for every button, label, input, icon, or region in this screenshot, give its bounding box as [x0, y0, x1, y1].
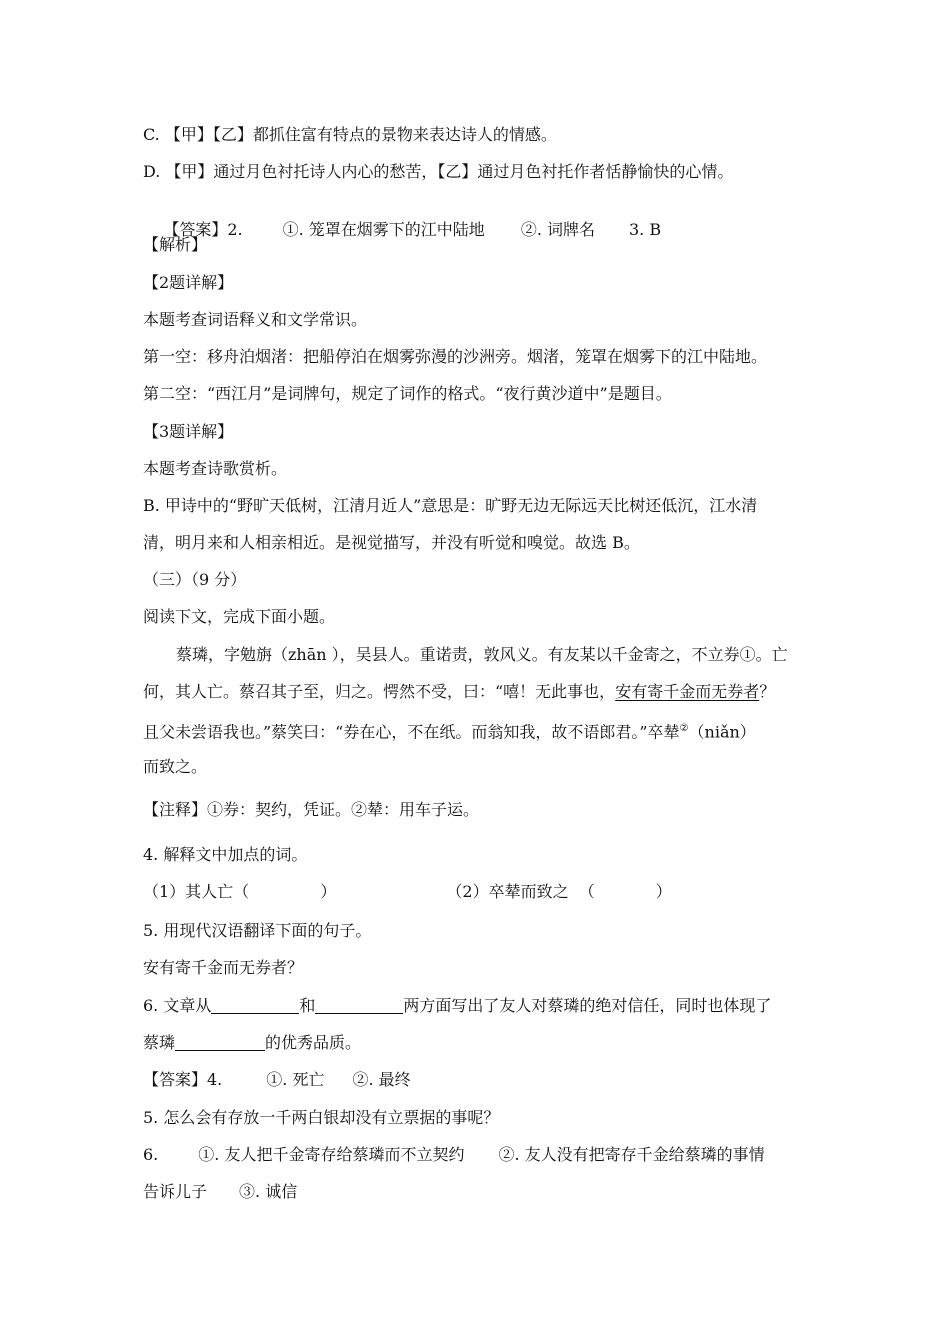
answer-item: ①. 死亡: [266, 1070, 325, 1089]
passage-line: [143, 718, 756, 743]
answer-label: 【答案】4.: [143, 1070, 223, 1089]
question-6-text: 的优秀品质。: [265, 1033, 362, 1052]
answer-item: 3. B: [629, 220, 662, 239]
q3-detail-heading: 【3题详解】: [143, 422, 234, 441]
answer-line-1: [143, 197, 661, 263]
answer-blank[interactable]: [211, 997, 299, 1014]
question-5: 5. 用现代汉语翻译下面的句子。: [143, 921, 372, 940]
passage-line: [143, 681, 775, 703]
passage-line: 而致之。: [143, 757, 208, 776]
footnote-marker: ②: [679, 723, 689, 734]
question-6: [143, 995, 771, 1017]
paragraph: 本题考查诗歌赏析。: [143, 459, 288, 478]
question-4-items: [143, 881, 672, 903]
paragraph: 本题考查词语释义和文学常识。: [143, 310, 368, 329]
section-heading: （三）（9 分）: [143, 570, 247, 589]
answer-line-2: [143, 1069, 411, 1091]
question-6-text: 6. 文章从: [143, 996, 212, 1015]
option-c: C. 【甲】【乙】都抓住富有特点的景物来表达诗人的情感。: [143, 125, 557, 144]
answer-6: [143, 1144, 765, 1166]
answer-item: ②. 友人没有把寄存千金给蔡璘的事情: [498, 1145, 765, 1164]
passage-text: （niǎn）: [688, 722, 756, 742]
answer-blank[interactable]: [175, 1034, 265, 1051]
q2-detail-heading: 【2题详解】: [143, 273, 234, 292]
question-6-text: 蔡璘: [143, 1033, 176, 1052]
answer-blank[interactable]: [315, 997, 403, 1014]
question-4: 4. 解释文中加点的词。: [143, 845, 308, 864]
answer-item: ①. 友人把千金寄存给蔡璘而不立契约: [198, 1145, 465, 1164]
paragraph: 第二空：“西江月”是词牌句，规定了词作的格式。“夜行黄沙道中”是题目。: [143, 384, 672, 403]
section-intro: 阅读下文，完成下面小题。: [143, 607, 336, 626]
answer-item: ②. 最终: [352, 1070, 411, 1089]
question-6-text: 和: [299, 996, 316, 1015]
analysis-heading: 【解析】: [143, 235, 208, 254]
answer-item: ③. 诚信: [239, 1182, 298, 1201]
answer-label: 6.: [143, 1145, 159, 1164]
question-6-cont: [143, 1032, 361, 1054]
passage-line: 蔡璘，字勉旃（zhān ），吴县人。重诺责，敦风义。有友某以千金寄之，不立券①。亡: [176, 645, 788, 664]
answer-label: 【答案】2.: [163, 220, 243, 239]
paragraph: 清，明月来和人相亲相近。是视觉描写，并没有听觉和嗅觉。故选 B。: [143, 533, 640, 552]
question-4-1: （1）其人亡（ ）: [143, 882, 337, 901]
paragraph: 第一空：移舟泊烟渚：把船停泊在烟雾弥漫的沙洲旁。烟渚，笼罩在烟雾下的江中陆地。: [143, 347, 768, 366]
answer-5: 5. 怎么会有存放一千两白银却没有立票据的事呢？: [143, 1108, 500, 1127]
passage-text: 且父未尝语我也。”蔡笑曰：“券在心，不在纸。而翁知我，故不语郎君。”卒辇: [143, 722, 680, 742]
paragraph: B. 甲诗中的“野旷天低树，江清月近人”意思是：旷野无边无际远天比树还低沉，江水清: [143, 496, 758, 515]
answer-6-cont: [143, 1181, 297, 1203]
passage-text: ？: [759, 682, 776, 701]
question-5-sentence: 安有寄千金而无券者？: [143, 958, 304, 977]
option-d: D. 【甲】通过月色衬托诗人内心的愁苦，【乙】通过月色衬托作者恬静愉快的心情。: [143, 162, 734, 181]
question-4-2: （2）卒辇而致之 （ ）: [446, 882, 672, 901]
answer-item: ②. 词牌名: [520, 220, 595, 239]
question-6-text: 两方面写出了友人对蔡璘的绝对信任，同时也体现了: [403, 996, 772, 1015]
answer-item: 告诉儿子: [143, 1182, 208, 1201]
annotation-note: 【注释】①券：契约，凭证。②辇：用车子运。: [143, 800, 480, 819]
underlined-sentence: 安有寄千金而无券者: [615, 682, 760, 701]
passage-text: 何，其人亡。蔡召其子至，归之。愕然不受，曰：“嘻！无此事也，: [143, 682, 616, 701]
answer-item: ①. 笼罩在烟雾下的江中陆地: [282, 220, 485, 239]
